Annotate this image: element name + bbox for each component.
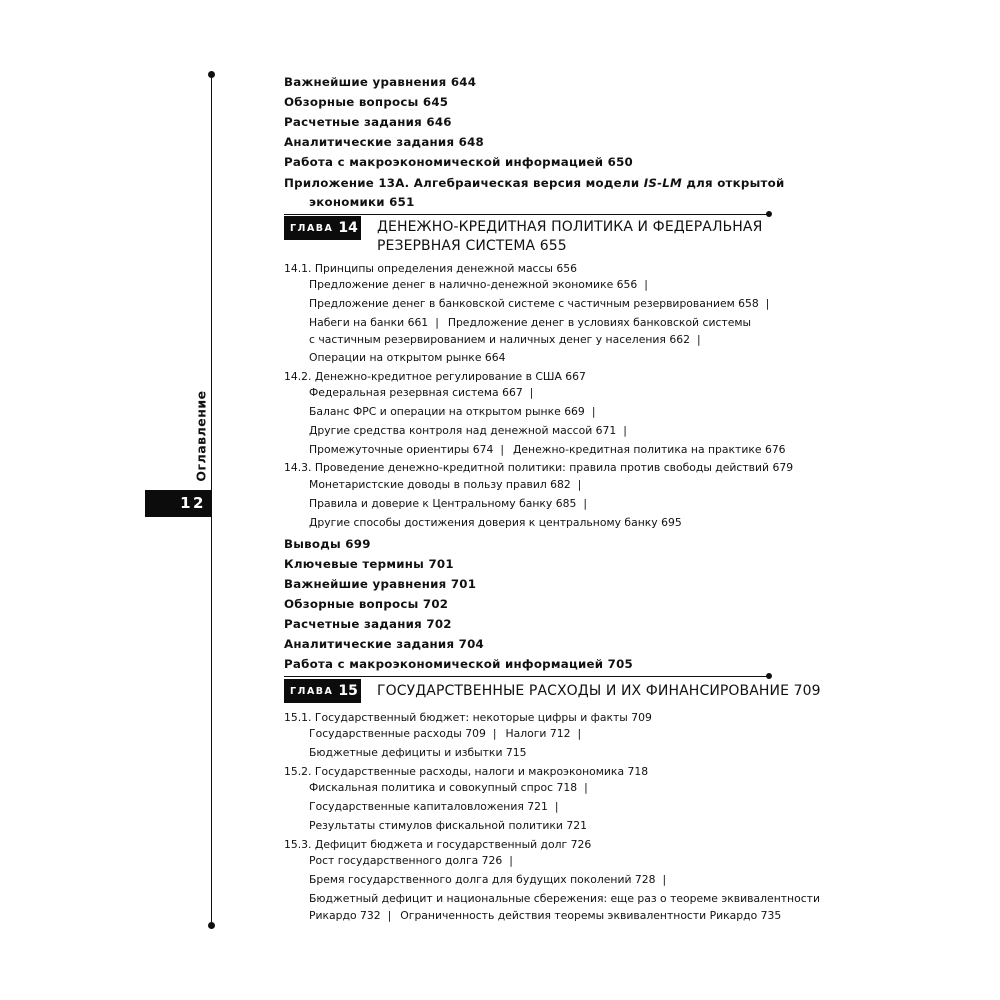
chapter-number: 14 xyxy=(338,220,358,236)
toc-entry[interactable]: Ключевые термины 701 xyxy=(284,557,454,571)
subsection-link[interactable]: Рикардо 732 xyxy=(309,909,381,922)
chapter-title[interactable]: ГОСУДАРСТВЕННЫЕ РАСХОДЫ И ИХ ФИНАНСИРОВАНИЕ 709 xyxy=(377,683,821,699)
subsection-row xyxy=(309,873,666,886)
subsection-row xyxy=(309,727,581,740)
subsection-link[interactable]: Другие средства контроля над денежной массой 671 xyxy=(309,424,617,437)
separator: | xyxy=(529,386,534,399)
chapter-rule-dot xyxy=(766,673,772,679)
subsection-link[interactable]: Набеги на банки 661 xyxy=(309,316,429,329)
subsection-link[interactable]: Фискальная политика и совокупный спрос 718 xyxy=(309,781,578,794)
separator: | xyxy=(765,297,770,310)
separator: | xyxy=(387,909,392,922)
subsection-link[interactable]: Налоги 712 xyxy=(505,727,571,740)
separator: | xyxy=(509,854,513,867)
subsection-row xyxy=(309,333,701,346)
toc-entry[interactable]: Работа с макроэкономической информацией 650 xyxy=(284,155,633,169)
separator: | xyxy=(591,405,596,418)
subsection-row xyxy=(309,316,751,329)
subsection-row xyxy=(309,351,506,364)
toc-entry[interactable]: Обзорные вопросы 645 xyxy=(284,95,449,109)
separator: | xyxy=(554,800,559,813)
subsection-link[interactable]: Ограниченность действия теоремы эквивалентности Рикардо 735 xyxy=(400,909,782,922)
separator: | xyxy=(583,497,588,510)
subsection-row xyxy=(309,405,595,418)
section-heading[interactable]: 15.2. Государственные расходы, налоги и макроэкономика 718 xyxy=(284,765,649,778)
appendix-entry-cont[interactable]: экономики 651 xyxy=(309,195,415,209)
subsection-link[interactable]: Бюджетный дефицит и национальные сбережения: еще раз о теореме эквивалентности xyxy=(309,892,820,905)
separator: | xyxy=(577,478,582,491)
chapter-title[interactable]: ДЕНЕЖНО-КРЕДИТНАЯ ПОЛИТИКА И ФЕДЕРАЛЬНАЯ xyxy=(377,219,763,235)
running-head xyxy=(189,390,213,482)
subsection-row xyxy=(309,819,587,832)
toc-entry[interactable]: Расчетные задания 646 xyxy=(284,115,452,129)
subsection-link[interactable]: Государственные капиталовложения 721 xyxy=(309,800,548,813)
toc-entry[interactable]: Важнейшие уравнения 644 xyxy=(284,75,477,89)
separator: | xyxy=(623,424,627,437)
page-number: 12 xyxy=(145,490,212,517)
subsection-row xyxy=(309,424,627,437)
subsection-row xyxy=(309,516,682,529)
section-heading[interactable]: 14.2. Денежно-кредитное регулирование в США 667 xyxy=(284,370,586,383)
toc-entry[interactable]: Аналитические задания 704 xyxy=(284,637,484,651)
separator: | xyxy=(500,443,504,456)
subsection-row xyxy=(309,278,648,291)
chapter-label xyxy=(284,679,361,703)
separator: | xyxy=(584,781,588,794)
appendix-entry[interactable] xyxy=(284,176,784,190)
appendix-text: Приложение 13А. Алгебраическая версия модели xyxy=(284,176,644,190)
separator: | xyxy=(662,873,667,886)
subsection-link[interactable]: Бремя государственного долга для будущих поколений 728 xyxy=(309,873,656,886)
subsection-link[interactable]: Федеральная резервная система 667 xyxy=(309,386,523,399)
subsection-row xyxy=(309,909,781,922)
subsection-row xyxy=(309,497,587,510)
toc-entry[interactable]: Работа с макроэкономической информацией 705 xyxy=(284,657,633,671)
toc-entry[interactable]: Аналитические задания 648 xyxy=(284,135,484,149)
subsection-row xyxy=(309,443,786,456)
subsection-link[interactable]: Рост государственного долга 726 xyxy=(309,854,503,867)
chapter-word: ГЛАВА xyxy=(290,222,334,234)
subsection-link[interactable]: Операции на открытом рынке 664 xyxy=(309,351,506,364)
rule-bottom-dot xyxy=(208,922,215,929)
rule-top-dot xyxy=(208,71,215,78)
subsection-row xyxy=(309,297,769,310)
chapter-word: ГЛАВА xyxy=(290,685,334,697)
subsection-link[interactable]: Бюджетные дефициты и избытки 715 xyxy=(309,746,527,759)
toc-entry[interactable]: Обзорные вопросы 702 xyxy=(284,597,449,611)
section-heading[interactable]: 14.3. Проведение денежно-кредитной политики: правила против свободы действий 679 xyxy=(284,461,794,474)
subsection-row xyxy=(309,746,527,759)
chapter-rule-dot xyxy=(766,211,772,217)
subsection-row xyxy=(309,854,513,867)
subsection-link[interactable]: Промежуточные ориентиры 674 xyxy=(309,443,494,456)
running-head-text: Оглавление xyxy=(193,390,209,482)
separator: | xyxy=(644,278,648,291)
separator: | xyxy=(492,727,497,740)
chapter-label xyxy=(284,216,361,240)
subsection-link[interactable]: Предложение денег в наличнo-денежной экономике 656 xyxy=(309,278,638,291)
subsection-link[interactable]: Государственные расходы 709 xyxy=(309,727,486,740)
subsection-row xyxy=(309,386,533,399)
toc-entry[interactable]: Выводы 699 xyxy=(284,537,371,551)
section-heading[interactable]: 15.3. Дефицит бюджета и государственный долг 726 xyxy=(284,838,592,851)
subsection-link[interactable]: Результаты стимулов фискальной политики 721 xyxy=(309,819,587,832)
subsection-link[interactable]: Предложение денег в банковской системе с частичным резервированием 658 xyxy=(309,297,759,310)
section-heading[interactable]: 14.1. Принципы определения денежной массы 656 xyxy=(284,262,577,275)
subsection-row xyxy=(309,478,581,491)
separator: | xyxy=(435,316,439,329)
toc-entry[interactable]: Расчетные задания 702 xyxy=(284,617,452,631)
subsection-link[interactable]: Баланс ФРС и операции на открытом рынке 669 xyxy=(309,405,585,418)
subsection-link[interactable]: Другие способы достижения доверия к центральному банку 695 xyxy=(309,516,682,529)
separator: | xyxy=(696,333,701,346)
subsection-link[interactable]: Правила и доверие к Центральному банку 685 xyxy=(309,497,577,510)
section-heading[interactable]: 15.1. Государственный бюджет: некоторые цифры и факты 709 xyxy=(284,711,652,724)
subsection-row xyxy=(309,892,820,905)
appendix-text-end: для открытой xyxy=(682,176,785,190)
subsection-link[interactable]: с частичным резервированием и наличных денег у населения 662 xyxy=(309,333,690,346)
subsection-link[interactable]: Денежно-кредитная политика на практике 676 xyxy=(512,443,786,456)
subsection-row xyxy=(309,781,588,794)
subsection-link[interactable]: Предложение денег в условиях банковской системы xyxy=(447,316,752,329)
chapter-number: 15 xyxy=(338,683,358,699)
chapter-title-cont[interactable]: РЕЗЕРВНАЯ СИСТЕМА 655 xyxy=(377,238,567,254)
separator: | xyxy=(577,727,582,740)
chapter-rule xyxy=(284,676,771,677)
subsection-link[interactable]: Монетаристские доводы в пользу правил 682 xyxy=(309,478,571,491)
subsection-row xyxy=(309,800,559,813)
toc-entry[interactable]: Важнейшие уравнения 701 xyxy=(284,577,477,591)
appendix-model-name: IS-LM xyxy=(643,176,682,190)
